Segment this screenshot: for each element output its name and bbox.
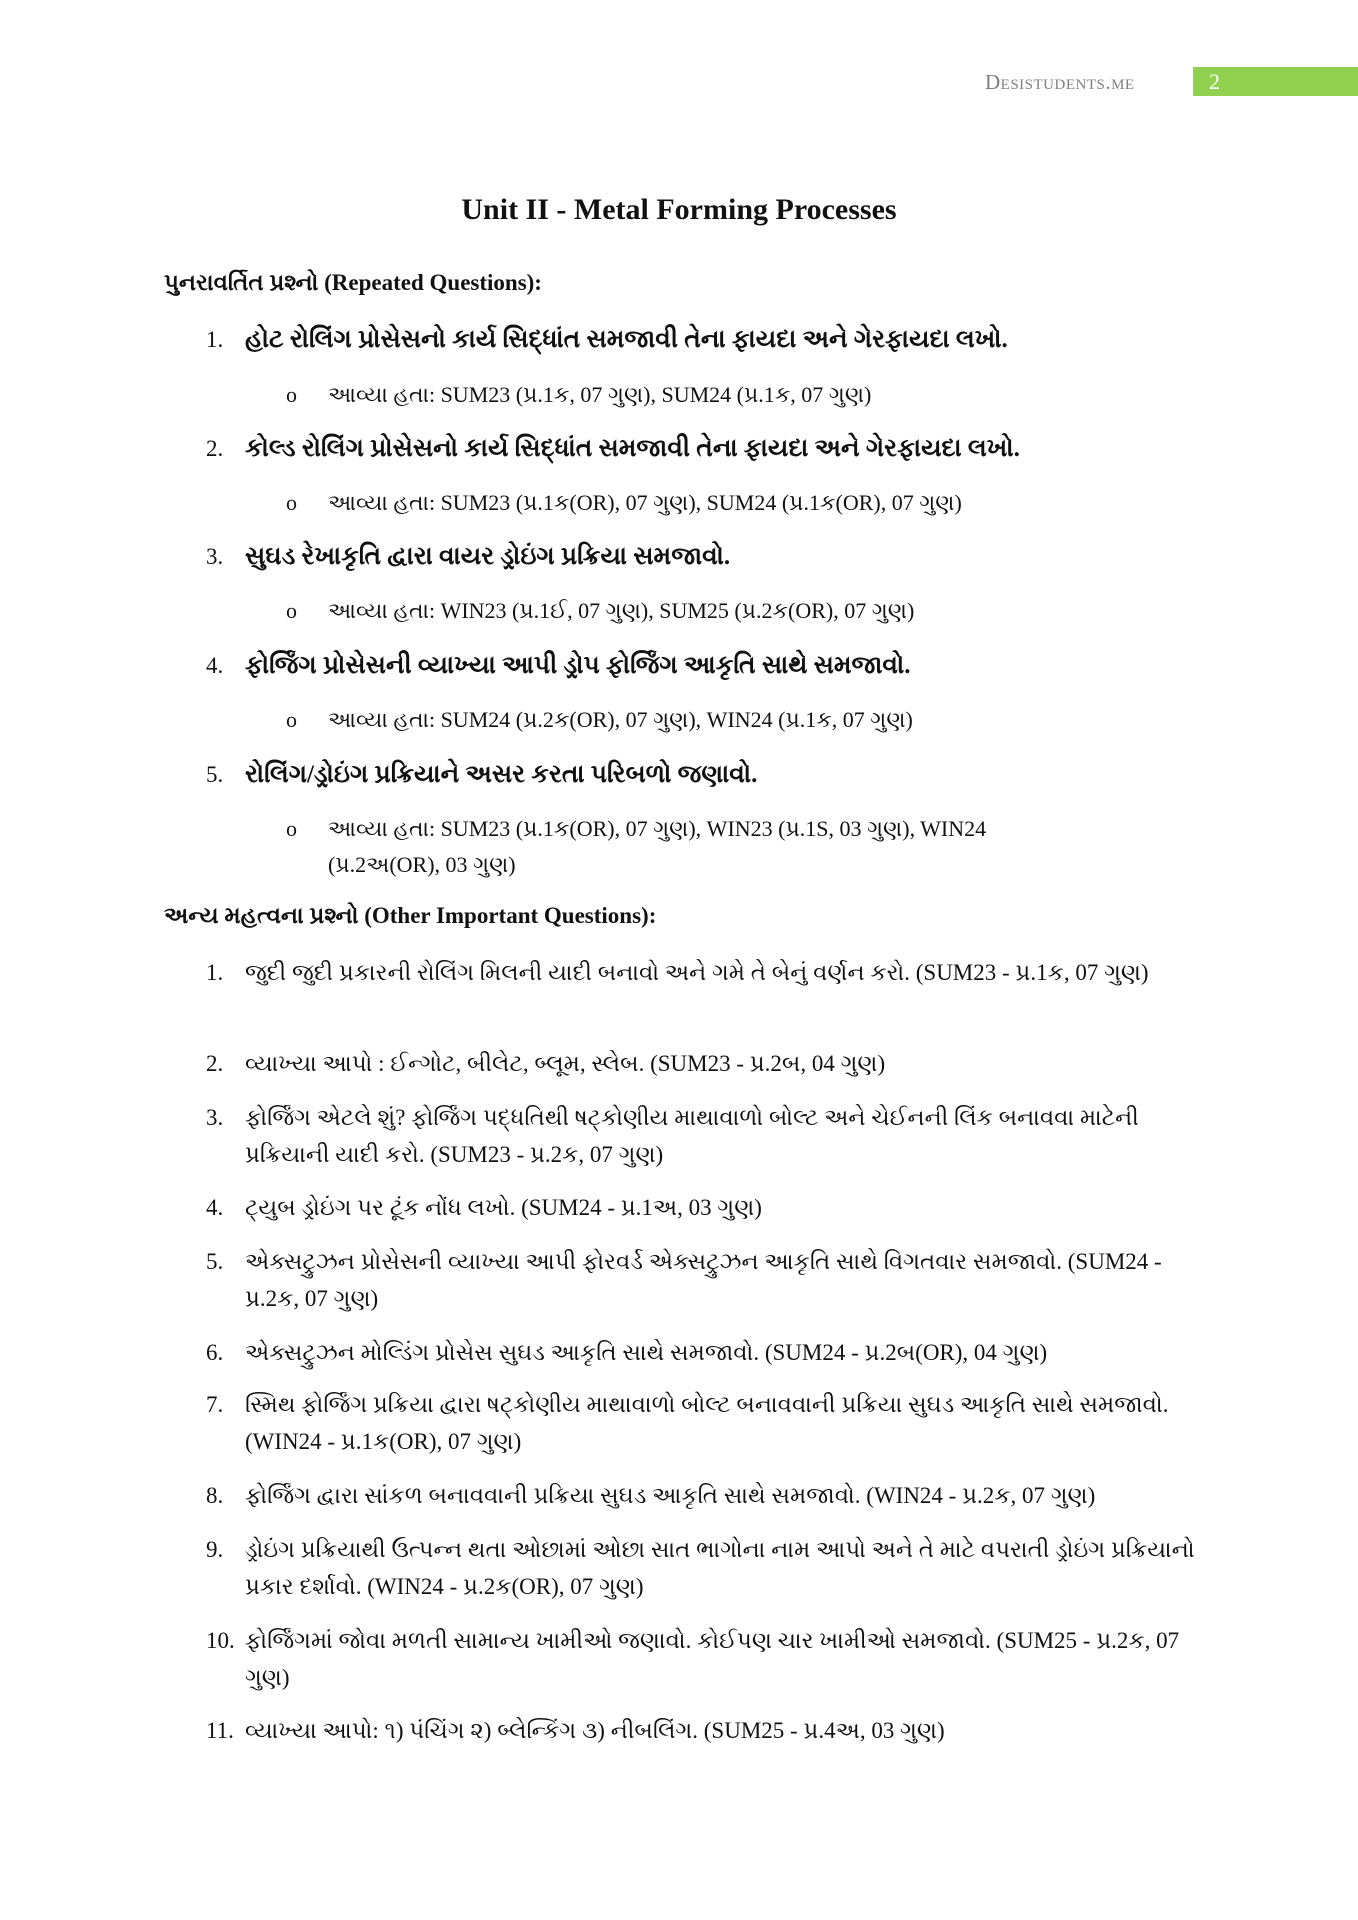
- other-question: [206, 1243, 1196, 1317]
- question-text: સ્મિથ ફોર્જિંગ પ્રક્રિયા દ્વારા ષટ્કોણીય માથાવાળો બોલ્ટ બનાવવાની પ્રક્રિયા સુઘડ આકૃતિ સાથે સમજાવો. (WIN24 - પ્ર.1ક(OR), 07 ગુણ): [245, 1392, 1169, 1454]
- bullet-icon: o: [286, 598, 297, 623]
- item-number: 8.: [206, 1483, 224, 1508]
- item-number: 9.: [206, 1537, 224, 1562]
- bullet-icon: o: [286, 382, 297, 407]
- other-question: [206, 1477, 1196, 1514]
- item-number: 3.: [206, 544, 224, 569]
- repeated-question: [206, 321, 1196, 358]
- item-number: 2.: [206, 436, 224, 461]
- item-number: 7.: [206, 1392, 224, 1417]
- item-number: 5.: [206, 762, 224, 787]
- asked-text: આવ્યા હતા: SUM24 (પ્ર.2ક(OR), 07 ગુણ), WIN24 (પ્ર.1ક, 07 ગુણ): [328, 707, 913, 732]
- question-text: વ્યાખ્યા આપો: ૧) પંચિંગ ૨) બ્લેન્કિંગ ૩) નીબલિંગ. (SUM25 - પ્ર.4અ, 03 ગુણ): [245, 1718, 945, 1743]
- question-text: જુદી જુદી પ્રકારની રોલિંગ મિલની યાદી બનાવો અને ગમે તે બેનું વર્ણન કરો. (SUM23 - પ્ર.1ક, 07 ગુણ): [245, 960, 1149, 985]
- other-question: [206, 1531, 1196, 1605]
- asked-in: [286, 593, 1096, 629]
- other-question: [206, 1386, 1196, 1460]
- other-question: [206, 954, 1196, 991]
- item-number: 6.: [206, 1340, 224, 1365]
- item-number: 5.: [206, 1249, 224, 1274]
- item-number: 3.: [206, 1105, 224, 1130]
- item-number: 1.: [206, 960, 224, 985]
- repeated-question: [206, 756, 1196, 793]
- asked-in: [286, 811, 1096, 883]
- asked-in: [286, 702, 1096, 738]
- asked-text: આવ્યા હતા: SUM23 (પ્ર.1ક(OR), 07 ગુણ), WIN23 (પ્ર.1S, 03 ગુણ), WIN24 (પ્ર.2અ(OR), 03 ગુણ): [328, 816, 987, 877]
- question-text: ફોર્જિંગ પ્રોસેસની વ્યાખ્યા આપી ડ્રોપ ફોર્જિંગ આકૃતિ સાથે સમજાવો.: [245, 652, 911, 679]
- question-text: એક્સટ્રુઝન પ્રોસેસની વ્યાખ્યા આપી ફોરવર્ડ એક્સટ્રુઝન આકૃતિ સાથે વિગતવાર સમજાવો. (SUM24 - પ્ર.2ક, 07 ગુણ): [245, 1249, 1162, 1311]
- other-questions-heading: અન્ય મહત્વના પ્રશ્નો (Other Important Questions):: [164, 903, 657, 928]
- other-question: [206, 1712, 1196, 1749]
- site-name: Desistudents.me: [985, 70, 1135, 94]
- question-text: ફોર્જિંગમાં જોવા મળતી સામાન્ય ખામીઓ જણાવો. કોઈપણ ચાર ખામીઓ સમજાવો. (SUM25 - પ્ર.2ક, 07 ગુણ): [245, 1628, 1180, 1690]
- page-number: 2: [1193, 67, 1358, 96]
- question-text: ફોર્જિંગ એટલે શું? ફોર્જિંગ પદ્ધતિથી ષટ્કોણીય માથાવાળો બોલ્ટ અને ચેઈનની લિંક બનાવવા માટેની પ્રક્રિયાની યાદી કરો. (SUM23 - પ્ર.2ક, 07 ગુણ): [245, 1105, 1139, 1167]
- item-number: 2.: [206, 1051, 224, 1076]
- repeated-question: [206, 430, 1196, 467]
- item-number: 4.: [206, 1195, 224, 1220]
- repeated-question: [206, 647, 1196, 684]
- bullet-icon: o: [286, 707, 297, 732]
- other-question: [206, 1099, 1196, 1173]
- question-text: ડ્રોઇંગ પ્રક્રિયાથી ઉત્પન્ન થતા ઓછામાં ઓછા સાત ભાગોના નામ આપો અને તે માટે વપરાતી ડ્રોઇંગ પ્રક્રિયાનો પ્રકાર દર્શાવો. (WIN24 - પ્ર.2ક(OR), 07 ગુણ): [245, 1537, 1195, 1599]
- other-question: [206, 1045, 1196, 1082]
- question-text: રોલિંગ/ડ્રોઇંગ પ્રક્રિયાને અસર કરતા પરિબળો જણાવો.: [245, 761, 758, 788]
- other-question: [206, 1622, 1196, 1696]
- bullet-icon: o: [286, 490, 297, 515]
- item-number: 11.: [206, 1718, 234, 1743]
- question-text: વ્યાખ્યા આપો : ઈન્ગોટ, બીલેટ, બ્લૂમ, સ્લેબ. (SUM23 - પ્ર.2બ, 04 ગુણ): [245, 1051, 886, 1076]
- repeated-questions-heading: પુનરાવર્તિત પ્રશ્નો (Repeated Questions):: [164, 270, 542, 295]
- asked-in: [286, 485, 1096, 521]
- other-question: [206, 1334, 1196, 1371]
- repeated-question: [206, 538, 1196, 575]
- question-text: ટ્યુબ ડ્રોઇંગ પર ટૂંક નોંધ લખો. (SUM24 - પ્ર.1અ, 03 ગુણ): [245, 1195, 762, 1220]
- asked-text: આવ્યા હતા: WIN23 (પ્ર.1ઈ, 07 ગુણ), SUM25 (પ્ર.2ક(OR), 07 ગુણ): [328, 598, 915, 623]
- bullet-icon: o: [286, 816, 297, 841]
- asked-in: [286, 377, 1096, 413]
- question-text: સુઘડ રેખાકૃતિ દ્વારા વાયર ડ્રોઇંગ પ્રક્રિયા સમજાવો.: [245, 543, 731, 570]
- asked-text: આવ્યા હતા: SUM23 (પ્ર.1ક(OR), 07 ગુણ), SUM24 (પ્ર.1ક(OR), 07 ગુણ): [328, 490, 962, 515]
- question-text: હોટ રોલિંગ પ્રોસેસનો કાર્ય સિદ્ધાંત સમજાવી તેના ફાયદા અને ગેરફાયદા લખો.: [245, 326, 1008, 353]
- other-question: [206, 1189, 1196, 1226]
- asked-text: આવ્યા હતા: SUM23 (પ્ર.1ક, 07 ગુણ), SUM24 (પ્ર.1ક, 07 ગુણ): [328, 382, 872, 407]
- unit-title: Unit II - Metal Forming Processes: [461, 193, 897, 226]
- question-text: એક્સટ્રુઝન મોલ્ડિંગ પ્રોસેસ સુઘડ આકૃતિ સાથે સમજાવો. (SUM24 - પ્ર.2બ(OR), 04 ગુણ): [245, 1340, 1048, 1365]
- item-number: 4.: [206, 653, 224, 678]
- question-text: કોલ્ડ રોલિંગ પ્રોસેસનો કાર્ય સિદ્ધાંત સમજાવી તેના ફાયદા અને ગેરફાયદા લખો.: [245, 435, 1020, 462]
- item-number: 1.: [206, 327, 224, 352]
- question-text: ફોર્જિંગ દ્વારા સાંકળ બનાવવાની પ્રક્રિયા સુઘડ આકૃતિ સાથે સમજાવો. (WIN24 - પ્ર.2ક, 07 ગુણ): [245, 1483, 1096, 1508]
- item-number: 10.: [206, 1628, 235, 1653]
